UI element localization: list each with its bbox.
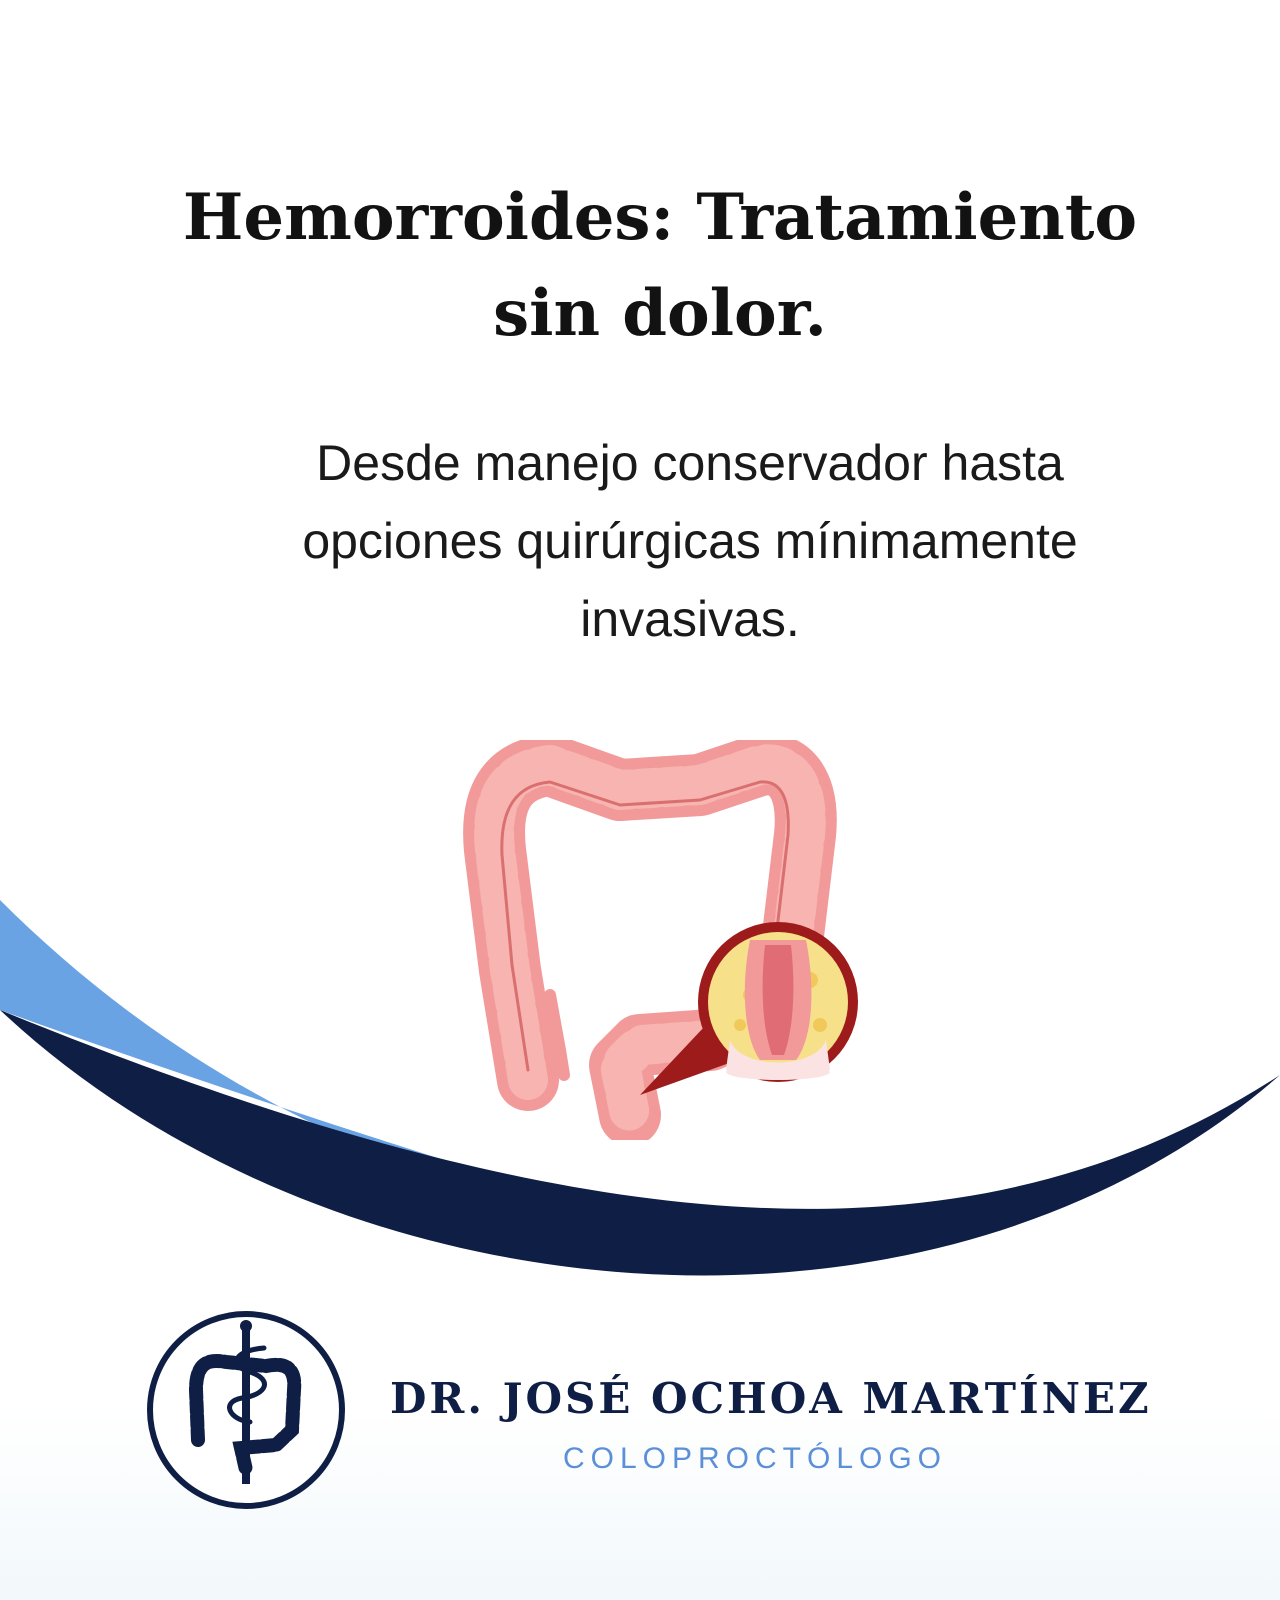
doctor-logo [146, 1310, 346, 1510]
colon-illustration [460, 740, 880, 1140]
doctor-name: DR. JOSÉ OCHOA MARTÍNEZ [390, 1374, 1152, 1423]
page-title: Hemorroides: Tratamiento sin dolor. [182, 180, 1138, 351]
magnifier-icon [698, 922, 858, 1082]
doctor-specialty: COLOPROCTÓLOGO [562, 1442, 948, 1475]
page-subtitle: Desde manejo conservador hasta opciones quirúrgicas mínimamente invasivas. [302, 435, 1078, 647]
